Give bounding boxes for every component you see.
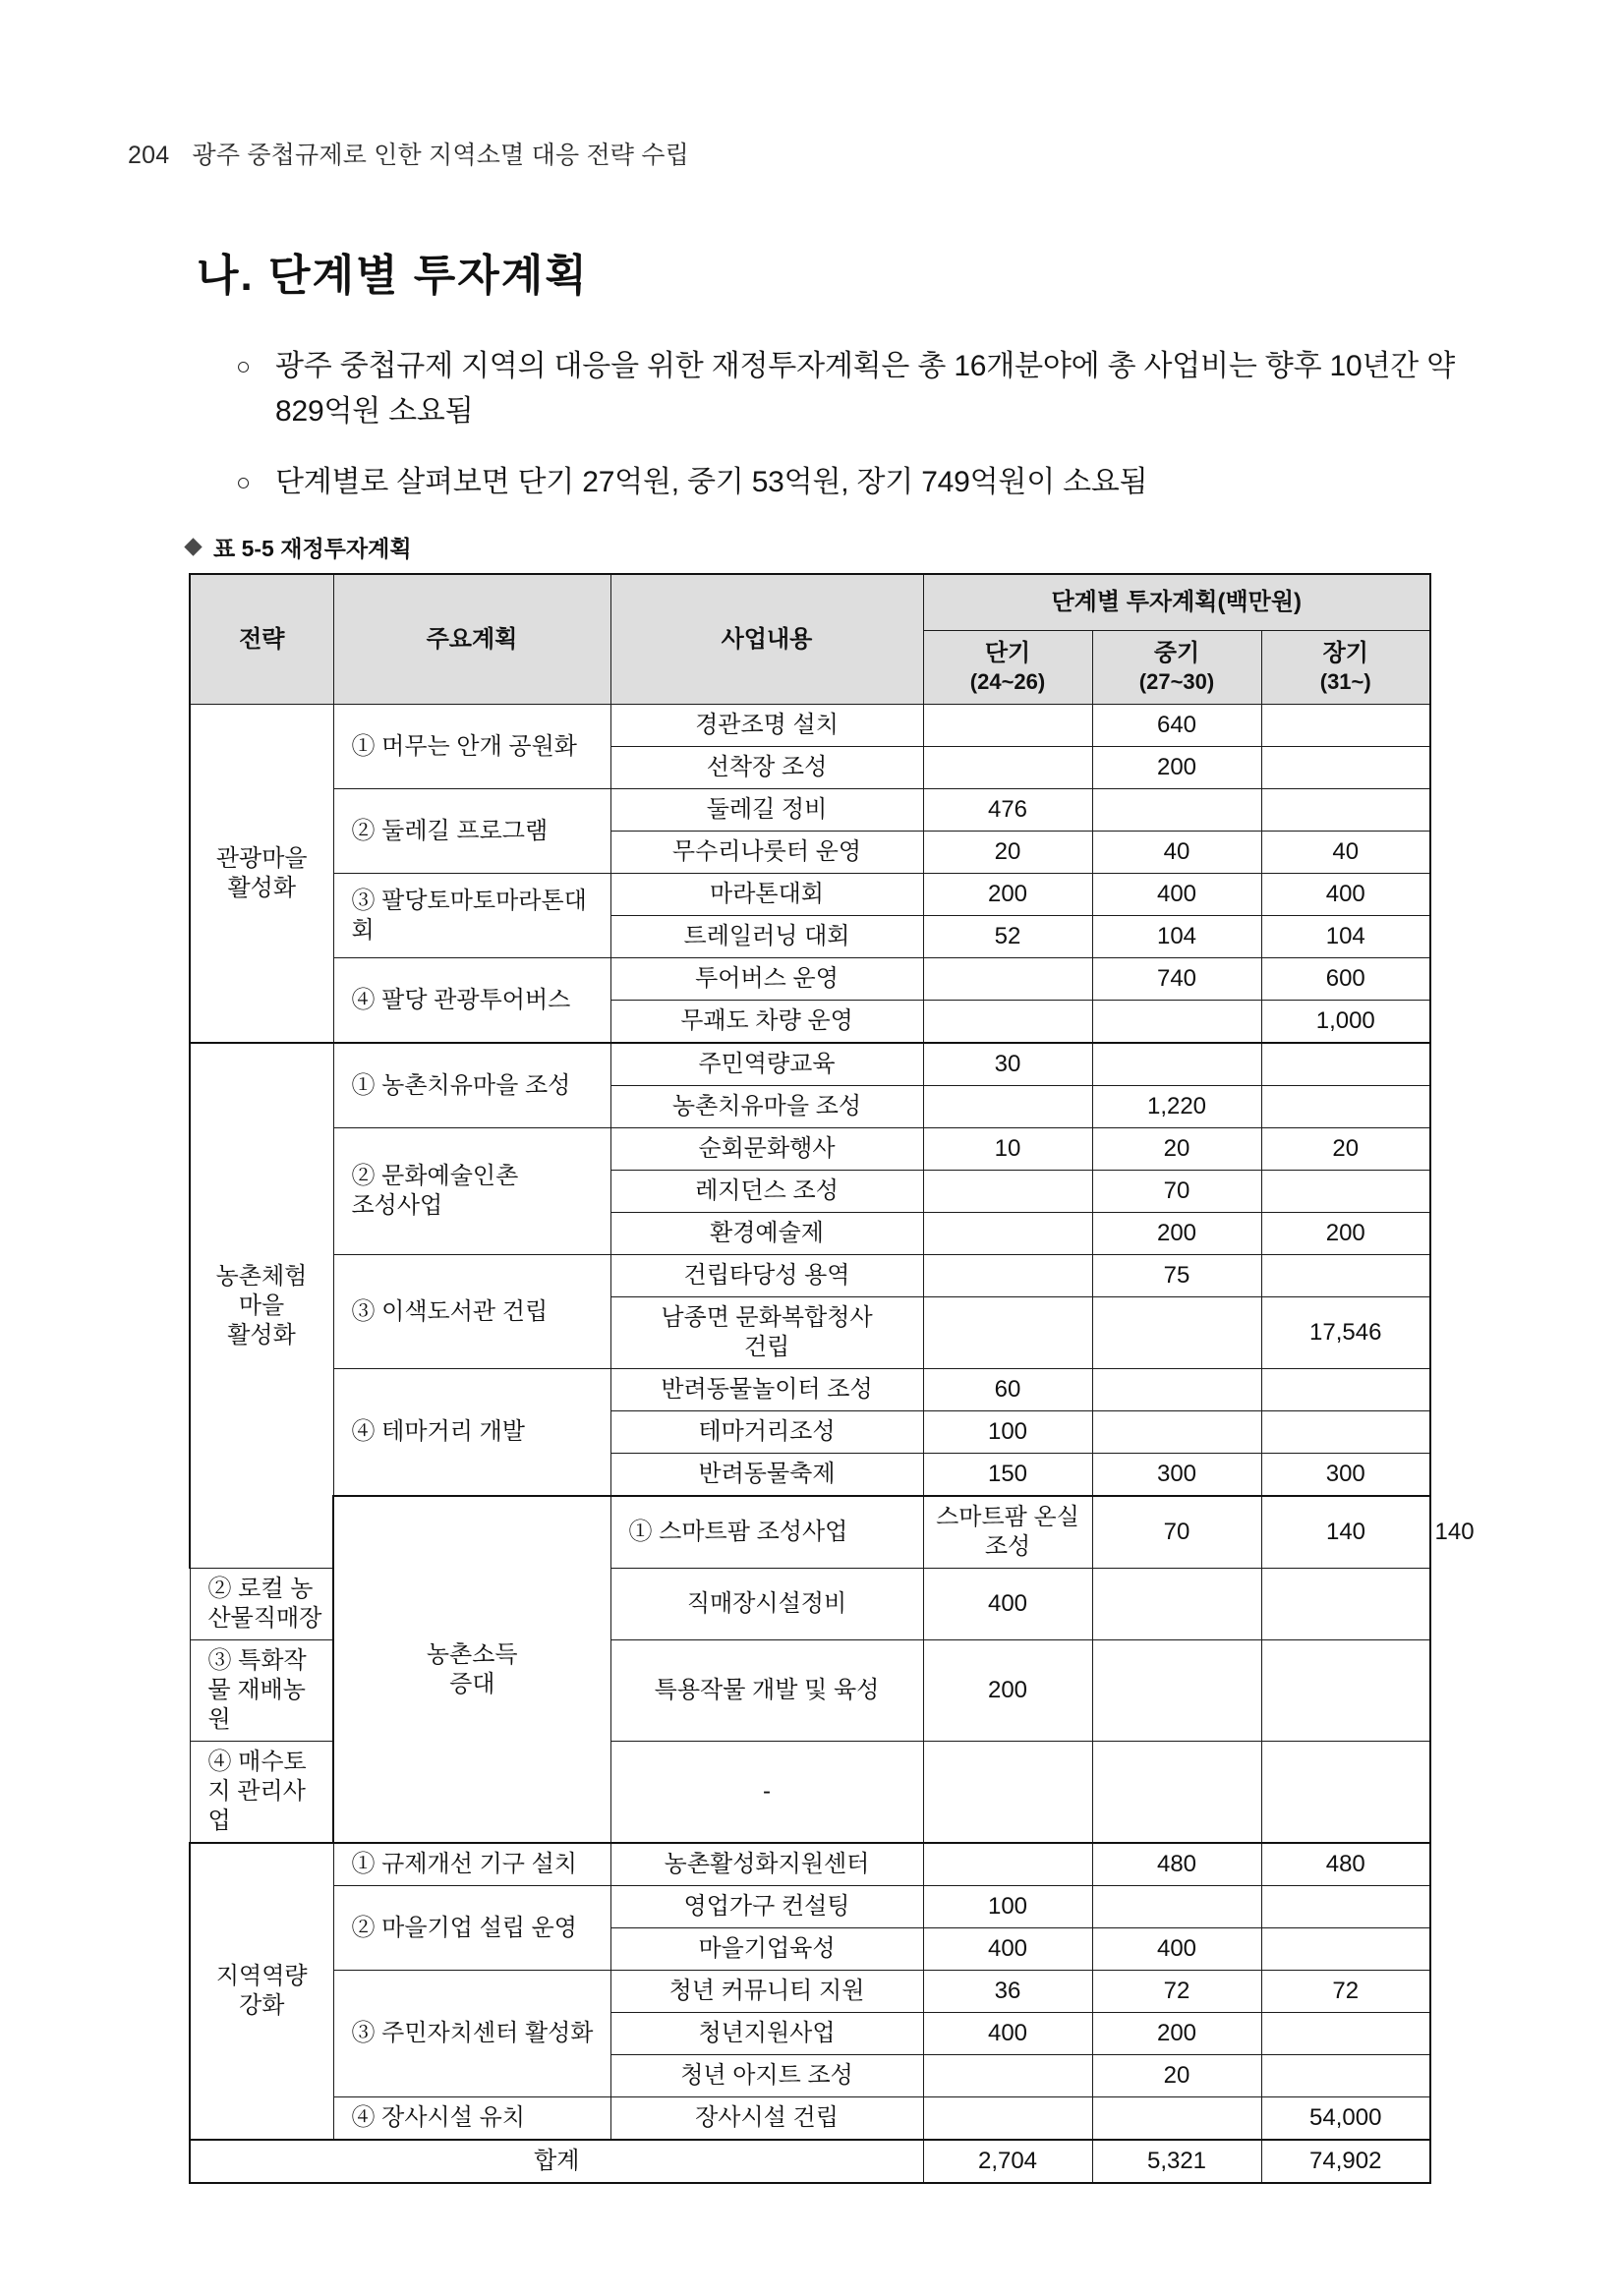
cell-long: 200 <box>1261 1213 1430 1255</box>
bullet-marker: ○ <box>236 353 252 380</box>
col-header-main-plan: 주요계획 <box>333 574 610 705</box>
cell-long: 20 <box>1261 1128 1430 1171</box>
cell-long <box>1261 747 1430 789</box>
total-mid: 5,321 <box>1092 2140 1261 2183</box>
cell-mid: 104 <box>1092 916 1261 958</box>
total-label: 합계 <box>190 2140 923 2183</box>
cell-short: 400 <box>923 1569 1092 1640</box>
cell-mid: 40 <box>1092 832 1261 874</box>
cell-strategy: 농촌체험 마을 활성화 <box>190 1043 333 1569</box>
financial-investment-table <box>189 573 1475 2184</box>
cell-mid: 740 <box>1092 958 1261 1001</box>
cell-short: 70 <box>1092 1496 1261 1569</box>
cell-mid <box>1092 1886 1261 1928</box>
section-title: 나. 단계별 투자계획 <box>197 252 589 300</box>
cell-long <box>1261 1086 1430 1128</box>
cell-main-plan: ④ 팔당 관광투어버스 <box>333 958 610 1044</box>
cell-mid: 72 <box>1092 1971 1261 2013</box>
cell-main-plan: ① 농촌치유마을 조성 <box>333 1043 610 1128</box>
col-header-mid-period: (27~30) <box>1138 669 1215 695</box>
cell-short <box>923 1171 1092 1213</box>
cell-short <box>923 958 1092 1001</box>
col-header-project-content: 사업내용 <box>610 574 923 705</box>
total-short: 2,704 <box>923 2140 1092 2183</box>
cell-main-plan: ② 둘레길 프로그램 <box>333 789 610 874</box>
cell-long <box>1261 1171 1430 1213</box>
cell-long <box>1261 1043 1430 1086</box>
cell-short: 400 <box>923 1928 1092 1971</box>
cell-main-plan: ① 스마트팜 조성사업 <box>610 1496 923 1569</box>
bullet-text: 광주 중첩규제 지역의 대응을 위한 재정투자계획은 총 16개분야에 총 사업비는 향후 10년간 약 829억원 소요됨 <box>275 350 1455 428</box>
cell-main-plan: ③ 이색도서관 건립 <box>333 1255 610 1369</box>
cell-project-content: 장사시설 건립 <box>610 2097 923 2141</box>
cell-long: 600 <box>1261 958 1430 1001</box>
col-header-short-label: 단기 <box>984 640 1031 667</box>
cell-project-content: 마라톤대회 <box>610 874 923 916</box>
cell-long: 72 <box>1261 1971 1430 2013</box>
cell-short: 200 <box>923 1640 1092 1742</box>
cell-short <box>923 1843 1092 1886</box>
cell-mid: 400 <box>1092 1928 1261 1971</box>
cell-project-content: 경관조명 설치 <box>610 705 923 747</box>
cell-project-content: - <box>610 1742 923 1844</box>
col-header-mid-label: 중기 <box>1153 640 1200 667</box>
cell-project-content: 무괘도 차량 운영 <box>610 1001 923 1044</box>
table-row <box>190 789 1430 832</box>
table-row: 농촌소득 증대 ① 스마트팜 조성사업 스마트팜 온실 조성 70 140 140 <box>190 1496 1430 1569</box>
cell-long <box>1261 1928 1430 1971</box>
cell-long <box>1261 705 1430 747</box>
list-item <box>236 344 1496 434</box>
table-row <box>190 1255 1430 1297</box>
cell-main-plan: ④ 테마거리 개발 <box>333 1369 610 1497</box>
table-row <box>190 2097 1430 2141</box>
cell-long <box>1261 1569 1430 1640</box>
cell-long: 104 <box>1261 916 1430 958</box>
cell-mid: 480 <box>1092 1843 1261 1886</box>
cell-mid <box>1092 1043 1261 1086</box>
col-header-group: 단계별 투자계획(백만원) <box>923 574 1430 631</box>
table-caption-text: 표 5-5 재정투자계획 <box>213 536 412 561</box>
col-header-strategy: 전략 <box>190 574 333 705</box>
cell-mid <box>1092 1297 1261 1369</box>
cell-long: 17,546 <box>1261 1297 1430 1369</box>
cell-project-content: 직매장시설정비 <box>610 1569 923 1640</box>
cell-short: 60 <box>923 1369 1092 1411</box>
cell-short: 200 <box>923 874 1092 916</box>
col-header-mid <box>1092 631 1261 705</box>
table-row <box>190 705 1430 747</box>
cell-mid: 400 <box>1092 874 1261 916</box>
cell-project-content: 투어버스 운영 <box>610 958 923 1001</box>
cell-main-plan: ② 문화예술인촌 조성사업 <box>333 1128 610 1255</box>
table-row <box>190 1843 1430 1886</box>
col-header-short-period: (24~26) <box>969 669 1046 695</box>
table-row <box>190 1128 1430 1171</box>
cell-project-content: 둘레길 정비 <box>610 789 923 832</box>
cell-mid <box>1092 2097 1261 2141</box>
table-header-row <box>190 574 1430 631</box>
cell-mid: 140 <box>1261 1496 1430 1569</box>
bullet-list <box>236 344 1496 505</box>
table-caption <box>187 531 1496 563</box>
bullet-marker: ○ <box>236 469 252 496</box>
cell-main-plan: ② 마을기업 설립 운영 <box>333 1886 610 1971</box>
cell-long: 1,000 <box>1261 1001 1430 1044</box>
cell-short <box>923 1001 1092 1044</box>
col-header-long-period: (31~) <box>1319 669 1371 695</box>
table-row <box>190 958 1430 1001</box>
cell-main-plan: ① 규제개선 기구 설치 <box>333 1843 610 1886</box>
cell-short: 30 <box>923 1043 1092 1086</box>
cell-main-plan: ④ 매수토지 관리사업 <box>190 1742 333 1844</box>
cell-project-content: 환경예술제 <box>610 1213 923 1255</box>
cell-short <box>923 1255 1092 1297</box>
cell-strategy: 관광마을 활성화 <box>190 705 333 1044</box>
cell-project-content: 트레일러닝 대회 <box>610 916 923 958</box>
table-total-row <box>190 2140 1430 2183</box>
cell-long: 40 <box>1261 832 1430 874</box>
cell-main-plan: ① 머무는 안개 공원화 <box>333 705 610 789</box>
cell-project-content: 마을기업육성 <box>610 1928 923 1971</box>
cell-short <box>923 1742 1092 1844</box>
cell-long <box>1261 2055 1430 2097</box>
cell-long <box>1261 2013 1430 2055</box>
col-header-short <box>923 631 1092 705</box>
page-number: 204 <box>128 142 170 169</box>
cell-mid: 200 <box>1092 747 1261 789</box>
cell-short: 100 <box>923 1411 1092 1454</box>
cell-long <box>1261 789 1430 832</box>
col-header-long-label: 장기 <box>1322 640 1368 667</box>
cell-short <box>923 1297 1092 1369</box>
cell-mid <box>1092 1001 1261 1044</box>
cell-long <box>1261 1640 1430 1742</box>
cell-mid: 200 <box>1092 1213 1261 1255</box>
cell-project-content: 농촌활성화지원센터 <box>610 1843 923 1886</box>
cell-project-content: 농촌치유마을 조성 <box>610 1086 923 1128</box>
cell-project-content: 청년 커뮤니티 지원 <box>610 1971 923 2013</box>
cell-mid: 20 <box>1092 2055 1261 2097</box>
cell-short: 476 <box>923 789 1092 832</box>
cell-mid <box>1092 789 1261 832</box>
cell-short: 20 <box>923 832 1092 874</box>
cell-short <box>923 2097 1092 2141</box>
cell-main-plan: ③ 팔당토마토마라톤대회 <box>333 874 610 958</box>
cell-mid <box>1092 1742 1261 1844</box>
cell-short: 100 <box>923 1886 1092 1928</box>
table-row <box>190 1043 1430 1086</box>
cell-main-plan: ③ 특화작물 재배농원 <box>190 1640 333 1742</box>
col-header-long <box>1261 631 1430 705</box>
table-row <box>190 1971 1430 2013</box>
cell-mid: 20 <box>1092 1128 1261 1171</box>
cell-project-content: 특용작물 개발 및 육성 <box>610 1640 923 1742</box>
cell-long: 400 <box>1261 874 1430 916</box>
cell-short <box>923 1086 1092 1128</box>
cell-project-content: 선착장 조성 <box>610 747 923 789</box>
table-row <box>190 1886 1430 1928</box>
cell-mid: 300 <box>1092 1454 1261 1497</box>
diamond-bullet-icon <box>184 538 202 555</box>
cell-long <box>1261 1742 1430 1844</box>
total-long: 74,902 <box>1261 2140 1430 2183</box>
cell-short: 10 <box>923 1128 1092 1171</box>
list-item <box>236 460 1496 505</box>
cell-long: 54,000 <box>1261 2097 1430 2141</box>
cell-project-content: 건립타당성 용역 <box>610 1255 923 1297</box>
cell-long <box>1261 1369 1430 1411</box>
cell-long: 300 <box>1261 1454 1430 1497</box>
table-footer <box>190 2140 1430 2183</box>
cell-mid <box>1092 1369 1261 1411</box>
cell-main-plan: ④ 장사시설 유치 <box>333 2097 610 2141</box>
cell-short: 36 <box>923 1971 1092 2013</box>
bullet-text: 단계별로 살펴보면 단기 27억원, 중기 53억원, 장기 749억원이 소요됨 <box>275 466 1148 498</box>
cell-project-content: 청년지원사업 <box>610 2013 923 2055</box>
cell-project-content: 반려동물축제 <box>610 1454 923 1497</box>
table-header <box>190 574 1430 705</box>
cell-mid: 1,220 <box>1092 1086 1261 1128</box>
cell-long: 480 <box>1261 1843 1430 1886</box>
cell-mid <box>1092 1411 1261 1454</box>
cell-project-content: 테마거리조성 <box>610 1411 923 1454</box>
cell-short <box>923 2055 1092 2097</box>
cell-main-plan: ③ 주민자치센터 활성화 <box>333 1971 610 2097</box>
cell-mid: 200 <box>1092 2013 1261 2055</box>
cell-short <box>923 705 1092 747</box>
cell-long <box>1261 1886 1430 1928</box>
cell-short: 52 <box>923 916 1092 958</box>
cell-short: 400 <box>923 2013 1092 2055</box>
cell-short: 150 <box>923 1454 1092 1497</box>
table-row <box>190 1369 1430 1411</box>
cell-mid: 640 <box>1092 705 1261 747</box>
cell-project-content: 스마트팜 온실 조성 <box>923 1496 1092 1569</box>
cell-project-content: 레지던스 조성 <box>610 1171 923 1213</box>
cell-long <box>1261 1411 1430 1454</box>
cell-strategy: 농촌소득 증대 <box>333 1496 610 1843</box>
running-head <box>128 0 1496 171</box>
cell-long <box>1261 1255 1430 1297</box>
cell-project-content: 주민역량교육 <box>610 1043 923 1086</box>
cell-strategy: 지역역량 강화 <box>190 1843 333 2140</box>
cell-project-content: 순회문화행사 <box>610 1128 923 1171</box>
cell-mid: 70 <box>1092 1171 1261 1213</box>
cell-short <box>923 1213 1092 1255</box>
cell-project-content: 반려동물놀이터 조성 <box>610 1369 923 1411</box>
cell-mid <box>1092 1569 1261 1640</box>
cell-mid <box>1092 1640 1261 1742</box>
running-title: 광주 중첩규제로 인한 지역소멸 대응 전략 수립 <box>192 142 689 169</box>
cell-project-content: 청년 아지트 조성 <box>610 2055 923 2097</box>
table-body <box>190 705 1475 2141</box>
cell-project-content: 무수리나룻터 운영 <box>610 832 923 874</box>
cell-short <box>923 747 1092 789</box>
cell-main-plan: ② 로컬 농산물직매장 <box>190 1569 333 1640</box>
cell-project-content: 영업가구 컨설팅 <box>610 1886 923 1928</box>
cell-mid: 75 <box>1092 1255 1261 1297</box>
table-row <box>190 874 1430 916</box>
cell-project-content: 남종면 문화복합청사 건립 <box>610 1297 923 1369</box>
